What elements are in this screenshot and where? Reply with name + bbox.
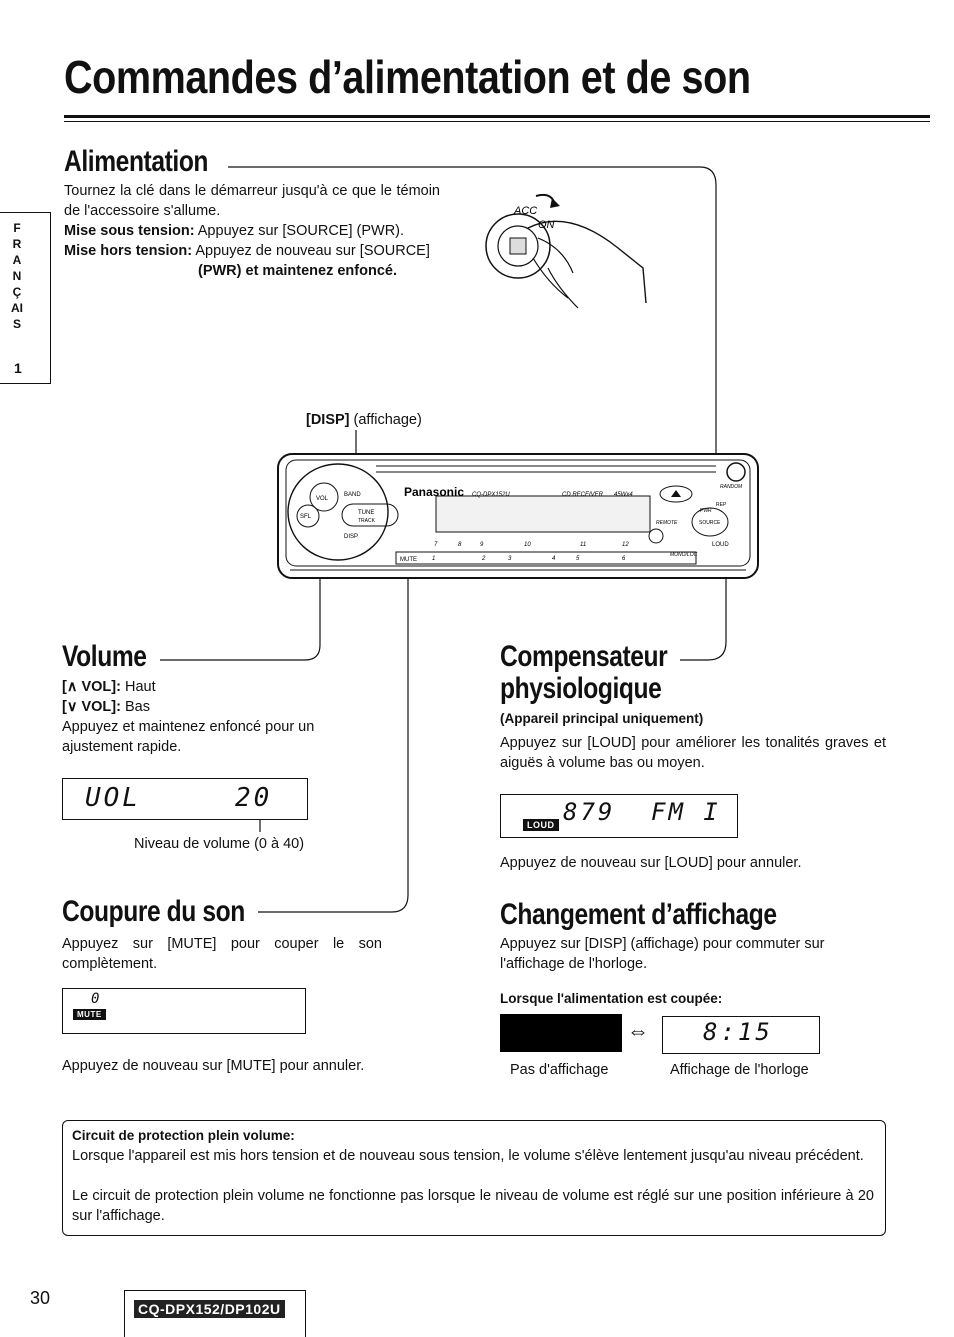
caption-clock-display: Affichage de l'horloge	[670, 1062, 809, 1078]
vol-up-line	[62, 677, 156, 697]
faceplate-track-label: TRACK	[358, 518, 375, 524]
faceplate-band-label: BAND	[344, 492, 361, 498]
volume-caption: Niveau de volume (0 à 40)	[134, 836, 305, 852]
preset-1: 1	[432, 556, 436, 562]
volume-lcd-right: 20	[235, 783, 273, 813]
loud-sub: (Appareil principal uniquement)	[500, 711, 704, 726]
faceplate-loud-label: LOUD	[712, 542, 729, 548]
vol-down-text: Bas	[124, 699, 150, 715]
volume-lcd	[62, 778, 308, 820]
mute-cancel: Appuyez de nouveau sur [MUTE] pour annuler.	[62, 1058, 365, 1074]
faceplate-type: CD RECEIVER	[562, 492, 604, 498]
heading-mute: Coupure du son	[62, 895, 245, 928]
disp-callout-text: (affichage)	[353, 412, 422, 428]
loud-cancel: Appuyez de nouveau sur [LOUD] pour annuler.	[500, 855, 802, 871]
preset-6: 6	[622, 556, 626, 562]
faceplate-sfl-label: SFL	[300, 514, 312, 520]
heading-loud-2: physiologique	[500, 672, 662, 705]
protection-p1: Lorsque l'appareil est mis hors tension et de nouveau sous tension, le volume s'élève lentement jusqu'au niveau précédent.	[72, 1148, 864, 1164]
preset-2: 2	[482, 556, 486, 562]
heading-volume: Volume	[62, 640, 147, 673]
loud-lcd	[500, 794, 738, 838]
vol-down-label: [∨ VOL]:	[62, 699, 121, 715]
volume-lcd-left: UOL	[85, 783, 141, 813]
clock-lcd-value: 8:15	[703, 1018, 773, 1046]
faceplate-disp-label: DISP	[344, 534, 359, 540]
faceplate-rep-label: REP	[716, 502, 727, 508]
mute-desc: Appuyez sur [MUTE] pour couper le son complètement.	[62, 936, 382, 972]
faceplate-power: 45Wx4	[614, 492, 633, 498]
page-title: Commandes d’alimentation et de son	[64, 51, 751, 103]
power-off-text-2: (PWR) et maintenez enfoncé.	[198, 263, 397, 279]
clock-lcd	[662, 1016, 820, 1054]
language-tab-label: FRANÇAIS	[11, 221, 23, 331]
vol-up-label: [∧ VOL]:	[62, 679, 121, 695]
faceplate-vol-label: VOL	[316, 496, 329, 502]
faceplate-model: CQ-DPX152U	[472, 492, 510, 498]
caption-no-display: Pas d'affichage	[510, 1062, 609, 1078]
model-footer-label: CQ-DPX152/DP102U	[134, 1300, 285, 1318]
preset-10: 10	[524, 542, 531, 548]
preset-12: 12	[622, 542, 629, 548]
protection-heading: Circuit de protection plein volume:	[72, 1128, 295, 1143]
alimentation-intro: Tournez la clé dans le démarreur jusqu'à ce que le témoin de l'accessoire s'allume.	[64, 183, 440, 219]
protection-p2: Le circuit de protection plein volume ne fonctionne pas lorsque le niveau de volume est réglé sur une position inférieure à 20 sur l'affichage.	[72, 1188, 874, 1224]
faceplate-source-label: SOURCE	[699, 520, 721, 526]
heading-loud-1: Compensateur	[500, 640, 668, 673]
mute-lcd	[62, 988, 306, 1034]
preset-11: 11	[580, 542, 587, 548]
heading-display: Changement d’affichage	[500, 898, 777, 931]
faceplate-brand: Panasonic	[404, 485, 465, 499]
key-acc-label: ACC	[514, 205, 538, 217]
faceplate-remote-label: REMOTE	[656, 520, 678, 526]
toggle-arrow-icon: ⇔	[627, 1018, 649, 1043]
power-on-text: Appuyez sur [SOURCE] (PWR).	[197, 223, 405, 239]
page-number: 30	[30, 1288, 51, 1308]
preset-3: 3	[508, 556, 512, 562]
faceplate-monoloc-label: MONO/LOC	[670, 552, 698, 558]
heading-alimentation: Alimentation	[64, 145, 209, 178]
car-stereo-faceplate	[276, 452, 762, 582]
loud-lcd-left: 879	[563, 798, 616, 826]
loud-lcd-badge: LOUD	[523, 819, 559, 831]
power-off-text: Appuyez de nouveau sur [SOURCE]	[195, 243, 430, 259]
preset-4: 4	[552, 556, 556, 562]
display-off-label: Lorsque l'alimentation est coupée:	[500, 991, 723, 1006]
mute-lcd-badge: MUTE	[73, 1009, 106, 1020]
preset-5: 5	[576, 556, 580, 562]
preset-7: 7	[434, 542, 438, 548]
disp-callout	[306, 410, 422, 430]
faceplate-random-label: RANDOM	[720, 484, 743, 490]
preset-8: 8	[458, 542, 462, 548]
language-tab-number: 1	[14, 360, 22, 376]
power-off-label: Mise hors tension:	[64, 243, 193, 259]
loud-desc: Appuyez sur [LOUD] pour améliorer les tonalités graves et aiguës à volume bas ou moyen.	[500, 735, 886, 771]
volume-desc: Appuyez et maintenez enfoncé pour un ajustement rapide.	[62, 719, 315, 755]
loud-lcd-right: FM I	[651, 798, 721, 826]
faceplate-pwr-label: PWR	[700, 508, 712, 514]
faceplate-tune-label: TUNE	[358, 510, 375, 516]
no-display-box	[500, 1014, 622, 1052]
disp-callout-bold: [DISP]	[306, 412, 350, 428]
display-desc: Appuyez sur [DISP] (affichage) pour commuter sur l'affichage de l'horloge.	[500, 936, 825, 972]
vol-down-line	[62, 697, 150, 717]
preset-9: 9	[480, 542, 484, 548]
key-on-label: ON	[538, 219, 555, 231]
vol-up-text: Haut	[124, 679, 156, 695]
faceplate-mute-label: MUTE	[400, 557, 417, 563]
power-on-label: Mise sous tension:	[64, 223, 195, 239]
mute-lcd-value: 0	[91, 991, 103, 1007]
